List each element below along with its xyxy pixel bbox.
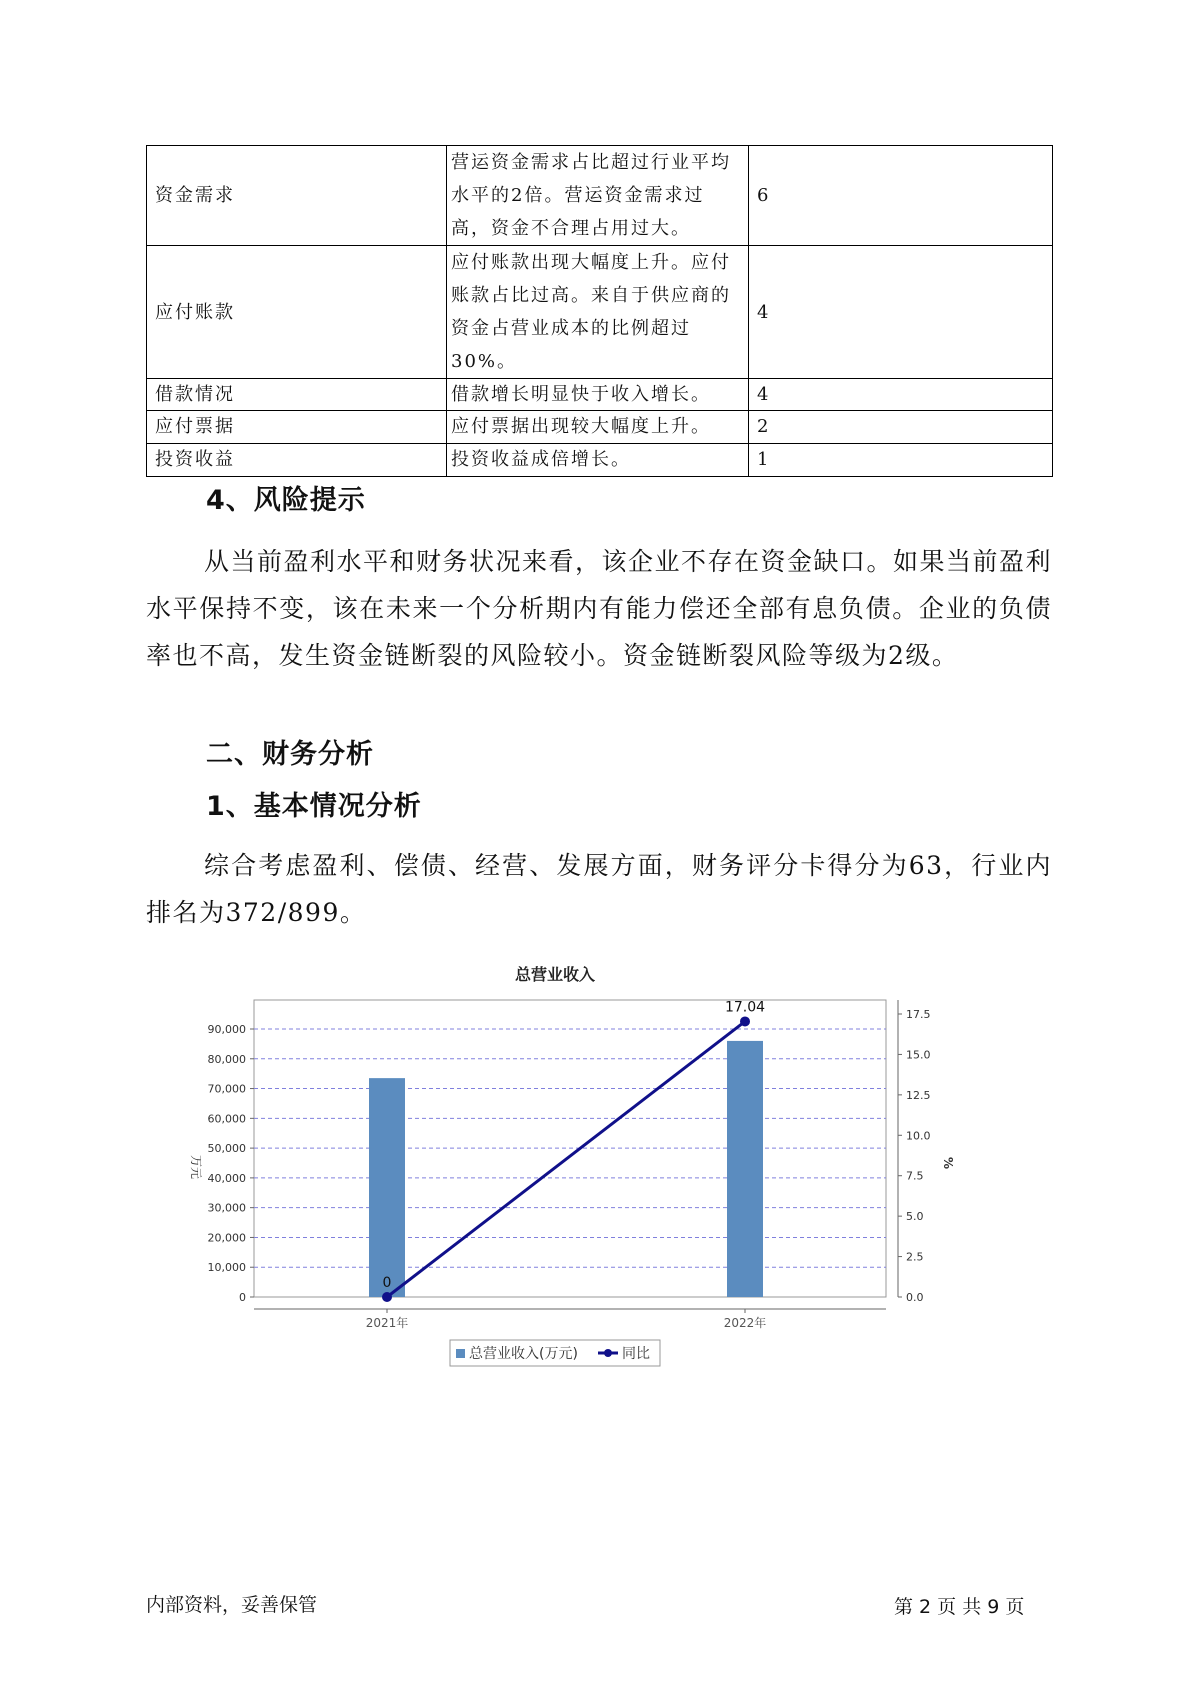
footer-confidential-note: 内部资料，妥善保管 [146, 1594, 318, 1616]
risk-item: 借款情况 [147, 379, 447, 411]
risk-score: 4 [749, 379, 1053, 411]
bar [727, 1041, 763, 1297]
legend-swatch-bar [456, 1349, 465, 1358]
y-tick-label: 0 [239, 1291, 246, 1304]
risk-factor-table [146, 145, 1053, 477]
risk-score: 4 [749, 246, 1053, 379]
footer-page-number: 第 2 页 共 9 页 [894, 1596, 1025, 1618]
y-tick-label: 90,000 [207, 1023, 246, 1036]
y2-tick-label: 7.5 [906, 1169, 924, 1183]
x-tick-label: 2021年 [365, 1316, 409, 1330]
data-label: 17.04 [724, 999, 766, 1016]
table-row [147, 379, 1053, 411]
risk-item: 应付账款 [147, 246, 447, 379]
risk-description: 应付票据出现较大幅度上升。 [447, 411, 749, 444]
risk-description: 应付账款出现大幅度上升。应付账款占比过高。来自于供应商的资金占营业成本的比例超过30%。 [447, 246, 749, 379]
risk-item: 投资收益 [147, 444, 447, 477]
y2-axis-label: % [941, 1157, 955, 1170]
legend-swatch-point [604, 1349, 612, 1357]
risk-description: 营运资金需求占比超过行业平均水平的2倍。营运资金需求过高，资金不合理占用过大。 [447, 146, 749, 246]
risk-item: 应付票据 [147, 411, 447, 444]
table-row [147, 246, 1053, 379]
risk-item: 资金需求 [147, 146, 447, 246]
basic-analysis-paragraph: 综合考虑盈利、偿债、经营、发展方面，财务评分卡得分为63，行业内排名为372/899。 [146, 851, 1052, 927]
section-heading-basic-analysis: 1、基本情况分析 [206, 791, 422, 822]
risk-warning-paragraph: 从当前盈利水平和财务状况来看，该企业不存在资金缺口。如果当前盈利水平保持不变，该在未来一个分析期内有能力偿还全部有息负债。企业的负债率也不高，发生资金链断裂的风险较小。资金链断裂风险等级为2级。 [146, 547, 1053, 670]
risk-score: 6 [749, 146, 1053, 246]
y2-tick-label: 0.0 [906, 1291, 924, 1304]
table-row [147, 146, 1053, 246]
y-tick-label: 10,000 [207, 1261, 246, 1275]
bar [369, 1078, 405, 1297]
legend-label: 同比 [622, 1346, 650, 1362]
y-tick-label: 20,000 [207, 1231, 246, 1245]
y2-tick-label: 2.5 [906, 1250, 924, 1264]
y-tick-label: 30,000 [207, 1201, 246, 1215]
risk-description: 借款增长明显快于收入增长。 [447, 379, 749, 411]
data-label: 0 [382, 1275, 392, 1291]
series-line [387, 1021, 745, 1297]
line-point [382, 1292, 392, 1302]
y-tick-label: 80,000 [207, 1052, 246, 1066]
y-tick-label: 50,000 [207, 1142, 246, 1156]
table-row [147, 411, 1053, 444]
y2-tick-label: 10.0 [906, 1129, 931, 1143]
y-axis-label: 万元 [189, 1155, 203, 1180]
y2-tick-label: 5.0 [906, 1210, 924, 1224]
risk-description: 投资收益成倍增长。 [447, 444, 749, 477]
chart-title: 总营业收入 [514, 965, 596, 984]
table-row [147, 444, 1053, 477]
line-point [740, 1016, 750, 1026]
x-tick-label: 2022年 [723, 1316, 767, 1330]
section-heading-financial-analysis: 二、财务分析 [206, 739, 374, 770]
legend-label: 总营业收入(万元) [469, 1346, 578, 1362]
risk-score: 2 [749, 411, 1053, 444]
section-heading-risk-warning: 4、风险提示 [206, 485, 366, 516]
y-tick-label: 60,000 [207, 1112, 246, 1126]
y-tick-label: 70,000 [207, 1082, 246, 1096]
y-tick-label: 40,000 [207, 1171, 246, 1185]
risk-score: 1 [749, 444, 1053, 477]
y2-tick-label: 15.0 [906, 1048, 931, 1062]
y2-tick-label: 17.5 [906, 1008, 931, 1021]
revenue-chart [180, 950, 1060, 1420]
y2-tick-label: 12.5 [906, 1088, 931, 1102]
